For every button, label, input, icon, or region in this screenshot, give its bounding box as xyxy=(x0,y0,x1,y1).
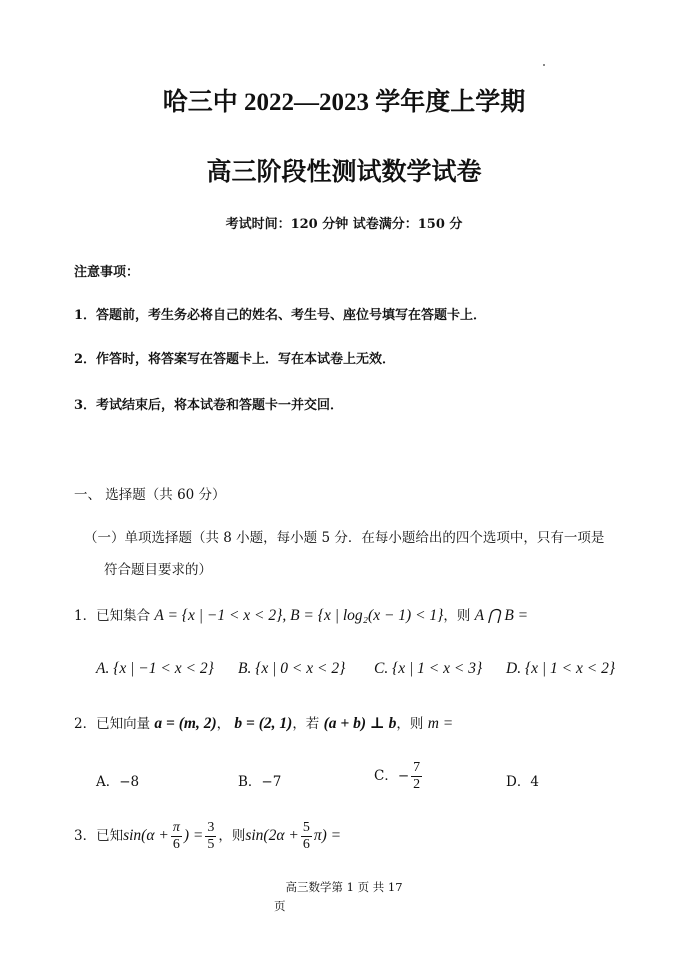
q2-sep: ，若 xyxy=(292,716,320,732)
q2-vector-a: a = (m, 2) xyxy=(154,715,217,732)
q3-sin-a: sin(α + xyxy=(123,827,169,845)
q1-prefix: 1．已知集合 xyxy=(74,608,151,624)
question-1 xyxy=(74,604,528,625)
q1-suffix: ，则 xyxy=(443,608,471,624)
q3-fraction-pi-6: $\frac{\pi}{6}$ xyxy=(172,820,180,853)
notice-item: 1．答题前，考生务必将自己的姓名、考生号、座位号填写在答题卡上． xyxy=(74,308,487,323)
section-title: 一、 选择题（共 60 分） xyxy=(74,487,226,503)
q1-option-d: D. {x | 1 < x < 2} xyxy=(506,660,616,677)
q2-prefix: 2．已知向量 xyxy=(74,716,151,732)
q1-option-c: C. {x | 1 < x < 3} xyxy=(374,660,483,677)
q3-fraction-5-6: $\frac{5}{6}$ xyxy=(302,820,310,853)
q3-prefix: 3．已知 xyxy=(74,828,124,845)
notice-heading: 注意事项： xyxy=(74,265,140,280)
q1-sets: A = {x | −1 < x < 2}, B = {x | log₂(x − 1) < 1} xyxy=(154,607,444,624)
q3-equals: ) = xyxy=(183,827,204,845)
footer-line2: 页 xyxy=(274,899,286,913)
notice-item: 3．考试结束后，将本试卷和答题卡一并交回． xyxy=(74,398,344,413)
footer-line1: 高三数学第 1 页 共 17 xyxy=(285,880,403,894)
q3-fraction-3-5: $\frac{3}{5}$ xyxy=(207,820,215,853)
speck-mark xyxy=(543,64,545,66)
question-2 xyxy=(74,712,453,733)
q3-mid: ，则 xyxy=(218,828,246,845)
q2-option-b: B．−7 xyxy=(238,774,282,790)
q2-option-a: A．−8 xyxy=(96,774,140,790)
q2-condition: (a + b) ⊥ b xyxy=(323,715,397,732)
notice-item: 2．作答时，将答案写在答题卡上．写在本试卷上无效． xyxy=(74,352,396,367)
q2-option-c xyxy=(374,760,424,793)
q2-vector-b: b = (2, 1) xyxy=(234,715,293,732)
q1-option-a: A. {x | −1 < x < 2} xyxy=(96,660,214,677)
q2-option-d: D．4 xyxy=(506,774,539,790)
q2-option-c-label: C．− xyxy=(374,768,410,785)
q3-sin-b: sin(2α + xyxy=(245,827,299,845)
question-3 xyxy=(74,820,341,853)
section-subtitle-cont: 符合题目要求的） xyxy=(104,562,212,578)
q2-option-c-fraction: $\frac{7}{2}$ xyxy=(413,760,421,793)
q1-ask: A ⋂ B = xyxy=(474,607,529,624)
q2-sep: ， xyxy=(216,716,231,732)
exam-info: 考试时间：120 分钟 试卷满分：150 分 xyxy=(225,217,463,232)
exam-title-line2: 高三阶段性测试数学试卷 xyxy=(206,157,482,186)
exam-title-line1: 哈三中 2022—2023 学年度上学期 xyxy=(162,89,526,116)
section-subtitle: （一）单项选择题（共 8 小题，每小题 5 分．在每小题给出的四个选项中，只有一项是 xyxy=(84,530,605,546)
q2-ask: m = xyxy=(427,715,454,732)
q2-sep: ，则 xyxy=(396,716,424,732)
page-footer xyxy=(0,878,688,916)
q1-option-b: B. {x | 0 < x < 2} xyxy=(238,660,346,677)
q3-ask: π) = xyxy=(313,827,342,845)
